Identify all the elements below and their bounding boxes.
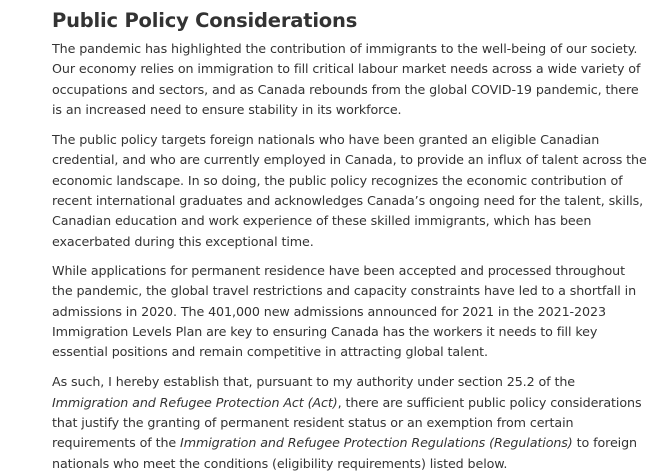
- paragraph-admissions-shortfall: While applications for permanent residence have been accepted and processed throughout the pandemic, the global travel restrictions and capacity constraints have led to a shortfall in admissions in 2020. The 401,000 new admissions announced for 2021 in the 2021-2023 Immigration Levels Plan are key to ensuring Canada has the workers it needs to fill key essential positions and remain competitive in attracting global talent.: [52, 262, 637, 360]
- establishment-text-part3: to foreign nationals who meet the conditions (eligibility requirements) listed below.: [52, 435, 637, 471]
- paragraph-establishment: [52, 372, 647, 473]
- paragraph-policy-targets: The public policy targets foreign nationals who have been granted an eligible Canadian credential, and who are currently employed in Canada, to provide an influx of talent across the economic landscape. In so doing, the public policy recognizes the economic contribution of recent international graduates and acknowledges Canada’s ongoing need for the talent, skills, Canadian education and work experience of these skilled immigrants, which has been exacerbated during this exceptional time.: [52, 132, 647, 249]
- section-heading: Public Policy Considerations: [52, 9, 358, 32]
- paragraph-pandemic-contribution: The pandemic has highlighted the contribution of immigrants to the well-being of our society. Our economy relies on immigration to fill critical labour market needs across a wide variety of occupations and sectors, and as Canada rebounds from the global COVID-19 pandemic, there is an increased need to ensure stability in its workforce.: [52, 41, 641, 117]
- establishment-text-part2: , there are sufficient public policy considerations that justify the granting of permanent resident status or an exemption from certain requirements of the: [52, 394, 642, 451]
- regulations-citation: Immigration and Refugee Protection Regulations (Regulations): [180, 435, 573, 451]
- act-citation: Immigration and Refugee Protection Act (Act): [52, 394, 338, 410]
- establishment-text-part1: As such, I hereby establish that, pursuant to my authority under section 25.2 of the: [52, 374, 575, 390]
